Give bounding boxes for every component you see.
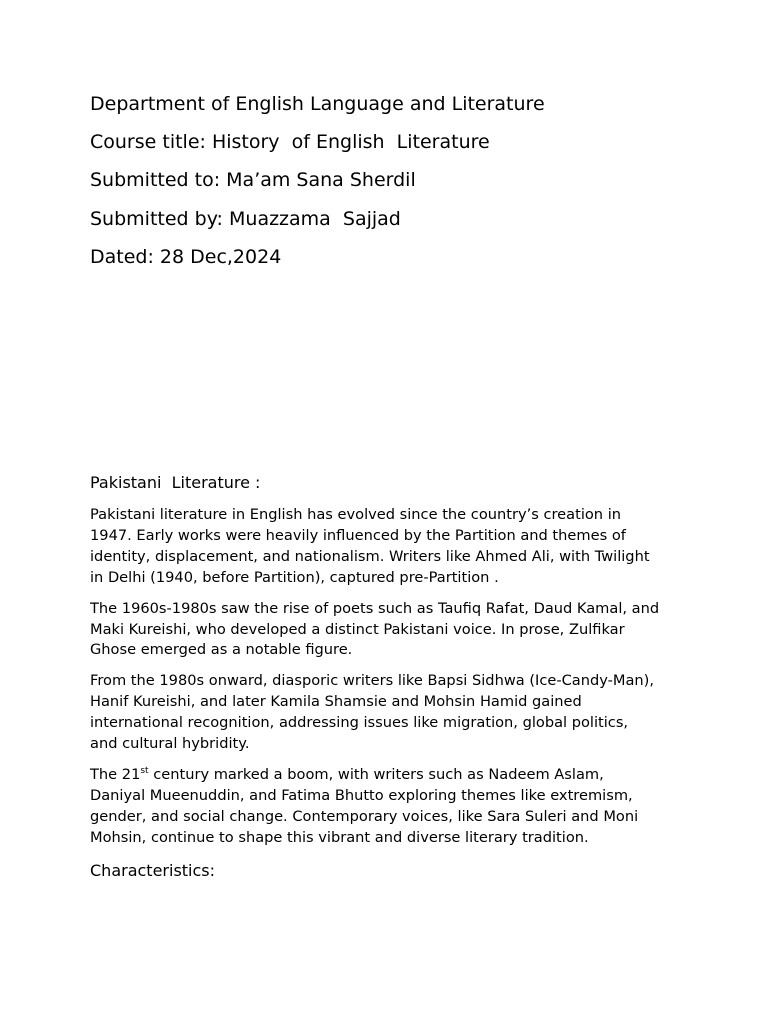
pakistani-literature-section	[90, 471, 690, 893]
paragraph-line: Mohsin, continue to shape this vibrant and diverse literary tradition.	[90, 828, 589, 846]
paragraph-2	[90, 599, 690, 662]
submitted-by-line: Submitted by: Muazzama Sajjad	[90, 207, 401, 230]
paragraph-line: The 1960s-1980s saw the rise of poets such as Taufiq Rafat, Daud Kamal, and	[90, 599, 660, 617]
paragraph-line: 1947. Early works were heavily influenced by the Partition and themes of	[90, 526, 626, 544]
paragraph-1	[90, 505, 690, 589]
paragraph-line: Hanif Kureishi, and later Kamila Shamsie and Mohsin Hamid gained	[90, 693, 582, 711]
paragraph-line: Pakistani literature in English has evolved since the country’s creation in	[90, 506, 622, 523]
paragraph-line: in Delhi (1940, before Partition), captured pre-Partition .	[90, 568, 499, 586]
course-title-line: Course title: History of English Literature	[90, 131, 490, 154]
text-after-superscript: century marked a boom, with writers such as Nadeem Aslam,	[148, 765, 604, 783]
paragraph-4	[90, 765, 690, 849]
paragraph-line: international recognition, addressing issues like migration, global politics,	[90, 714, 629, 732]
dated-line: Dated: 28 Dec,2024	[90, 245, 282, 268]
paragraph-line: gender, and social change. Contemporary voices, like Sara Suleri and Moni	[90, 807, 639, 825]
department-line: Department of English Language and Literature	[90, 93, 545, 115]
paragraph-line: Maki Kureishi, who developed a distinct Pakistani voice. In prose, Zulfikar	[90, 620, 625, 638]
section-heading: Pakistani Literature :	[90, 473, 261, 492]
paragraph-line: Daniyal Mueenuddin, and Fatima Bhutto exploring themes like extremism,	[90, 786, 633, 804]
paragraph-line: and cultural hybridity.	[90, 735, 250, 753]
cover-block	[90, 91, 690, 282]
paragraph-line: From the 1980s onward, diasporic writers like Bapsi Sidhwa (Ice-Candy-Man),	[90, 672, 655, 690]
submitted-to-line: Submitted to: Ma’am Sana Sherdil	[90, 169, 416, 192]
ordinal-superscript: st	[140, 765, 149, 776]
paragraph-line-with-superscript	[90, 765, 690, 786]
paragraph-line: identity, displacement, and nationalism. Writers like Ahmed Ali, with Twilight	[90, 547, 650, 565]
paragraph-3	[90, 671, 690, 755]
paragraph-line: Ghose emerged as a notable figure.	[90, 641, 353, 659]
characteristics-heading: Characteristics:	[90, 860, 216, 880]
text-before-superscript: The 21	[90, 765, 141, 783]
